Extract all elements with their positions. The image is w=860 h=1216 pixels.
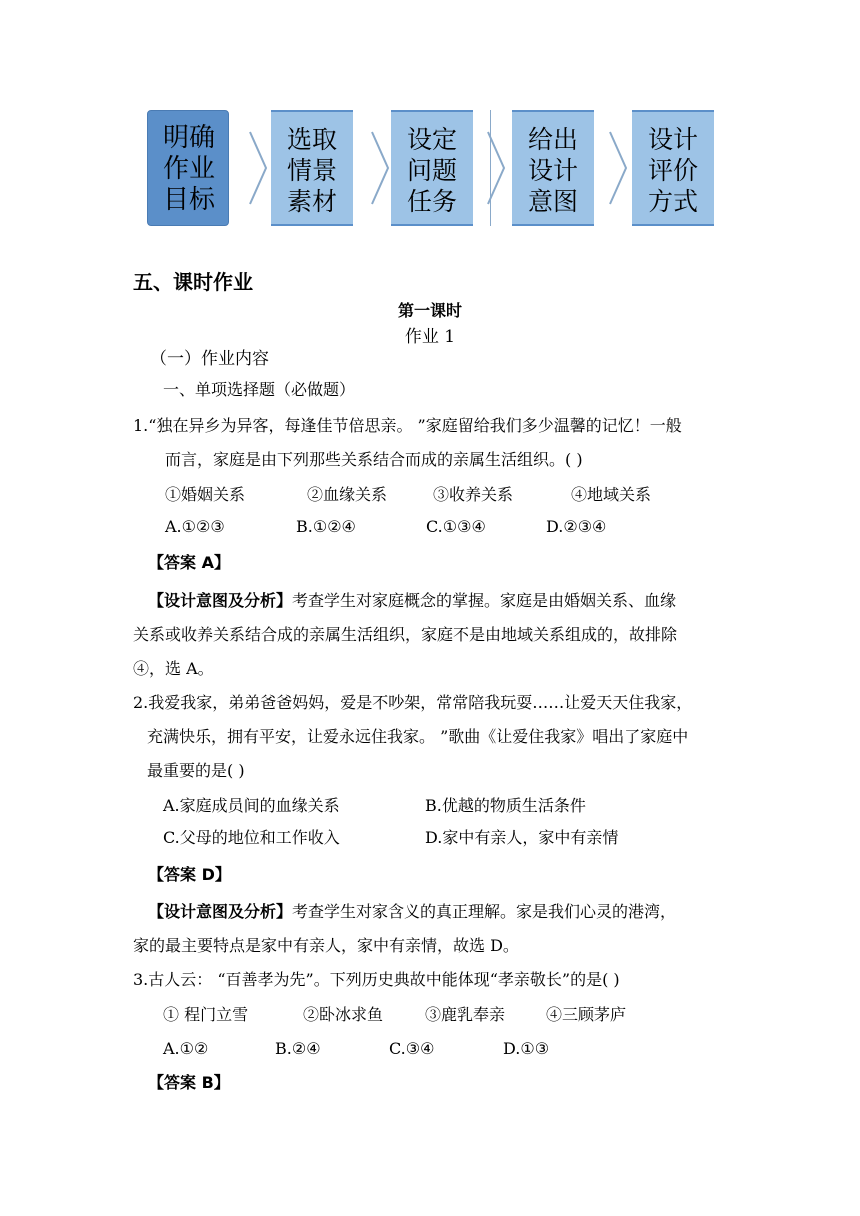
lesson-title: 第一课时 (397, 301, 462, 320)
q1-option: B.①②④ (296, 517, 356, 536)
q1-analysis-line2: 关系或收养关系结合成的亲属生活组织，家庭不是由地域关系组成的，故排除 (133, 625, 678, 644)
q1-item: ②血缘关系 (307, 485, 388, 504)
q2-stem-line1: 2.我爱我家，弟弟爸爸妈妈，爱是不吵架，常常陪我玩耍……让爱天天住我家， (133, 693, 693, 712)
q3-answer: 【答案 B】 (148, 1073, 230, 1092)
flow-step-4: 给出 设计 意图 (512, 110, 594, 226)
flow-step-2: 选取 情景 素材 (271, 110, 353, 226)
q2-option: C.父母的地位和工作收入 (163, 828, 340, 847)
q1-option: D.②③④ (546, 517, 607, 536)
part-title: （一）作业内容 (150, 349, 269, 369)
q2-option: B.优越的物质生活条件 (425, 796, 586, 815)
q1-option: A.①②③ (165, 517, 225, 536)
q1-stem-line1: 1.“独在异乡为异客，每逢佳节倍思亲。 ”家庭留给我们多少温馨的记忆！一般 (133, 416, 682, 435)
q1-item: ①婚姻关系 (165, 485, 246, 504)
q2-option: D.家中有亲人，家中有亲情 (425, 828, 619, 847)
process-flow (0, 0, 860, 240)
q3-option: A.①② (163, 1039, 209, 1058)
flow-step-5: 设计 评价 方式 (632, 110, 714, 226)
q2-stem-line2: 充满快乐，拥有平安，让爱永远住我家。 ”歌曲《让爱住我家》唱出了家庭中 (147, 727, 689, 746)
q1-item: ③收养关系 (433, 485, 514, 504)
q3-item: ④三顾茅庐 (546, 1005, 627, 1024)
q3-option: C.③④ (389, 1039, 435, 1058)
homework-title: 作业 1 (404, 327, 456, 347)
q3-item: ① 程门立雪 (163, 1005, 249, 1024)
q2-answer: 【答案 D】 (148, 865, 231, 884)
q3-stem-line1: 3.古人云： “百善孝为先”。下列历史典故中能体现“孝亲敬长”的是( ) (133, 970, 620, 989)
q2-option: A.家庭成员间的血缘关系 (163, 796, 340, 815)
q2-stem-line3: 最重要的是( ) (147, 761, 245, 780)
q1-item: ④地域关系 (571, 485, 652, 504)
q1-answer: 【答案 A】 (148, 553, 230, 572)
q1-analysis-line1: 【设计意图及分析】考查学生对家庭概念的掌握。家庭是由婚姻关系、血缘 (148, 591, 677, 610)
chevron-right-icon (474, 110, 514, 226)
section-title: 五、课时作业 (133, 270, 253, 294)
q1-option: C.①③④ (426, 517, 486, 536)
q3-item: ②卧冰求鱼 (303, 1005, 384, 1024)
q1-analysis-line3: ④，选 A。 (133, 659, 214, 678)
flow-step-1: 明确 作业 目标 (147, 110, 229, 226)
q2-analysis-line2: 家的最主要特点是家中有亲人，家中有亲情，故选 D。 (133, 936, 519, 955)
q3-item: ③鹿乳奉亲 (425, 1005, 506, 1024)
q3-option: D.①③ (503, 1039, 550, 1058)
q3-option: B.②④ (275, 1039, 321, 1058)
q2-analysis-line1: 【设计意图及分析】考查学生对家含义的真正理解。家是我们心灵的港湾， (148, 902, 677, 921)
flow-step-3: 设定 问题 任务 (391, 110, 473, 226)
q1-stem-line2: 而言，家庭是由下列那些关系结合而成的亲属生活组织。( ) (165, 450, 583, 469)
question-type: 一、单项选择题（必做题） (163, 380, 356, 399)
